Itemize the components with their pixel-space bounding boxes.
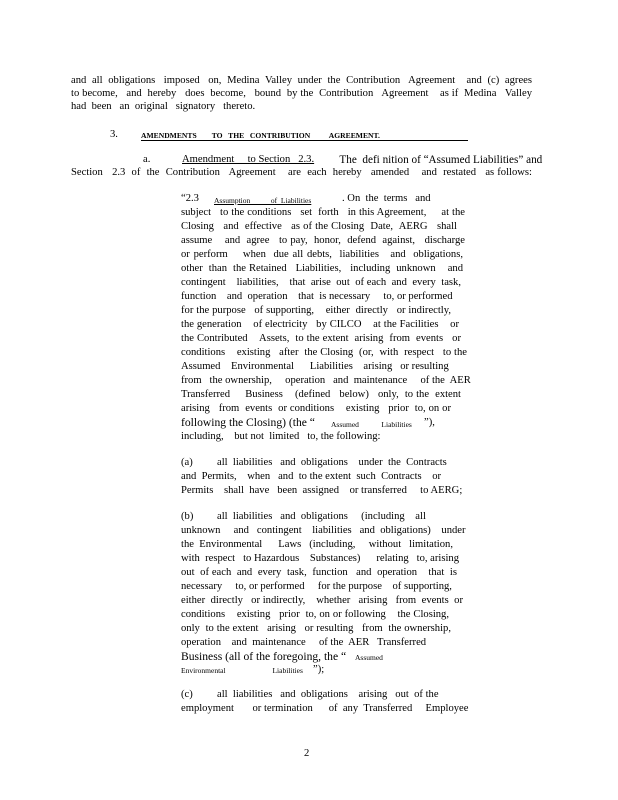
quote-line-1-rest: . On the terms and — [342, 193, 431, 204]
item-b-close: ”); — [313, 664, 325, 675]
item-c-label: (c) — [181, 689, 193, 700]
quote-open: “2.3 — [181, 193, 199, 204]
quote-following-start: following the Closing) (the “ — [181, 416, 315, 429]
para-a-heading: Amendment to Section 2.3. — [182, 154, 315, 165]
quote-body-line: Closing and effective as of the Closing Date, AERG shall — [181, 221, 457, 232]
intro-line-3: had been an original signatory thereto. — [71, 101, 256, 112]
item-b-line: either directly or indirectly, whether arising from events or — [181, 595, 463, 606]
quote-body-line: Transferred Business (defined below) only, to the extent — [181, 389, 461, 400]
item-b-line: only to the extent arising or resulting from the ownership, — [181, 623, 451, 634]
item-b-line: necessary to, or performed for the purpose of supporting, — [181, 581, 452, 592]
quote-body-line: Assumed Environmental Liabilities arising or resulting — [181, 361, 449, 372]
section-3-number: 3. — [110, 129, 118, 140]
quote-body-line: for the purpose of supporting, either directly or indirectly, — [181, 305, 451, 316]
item-b-line: conditions existing prior to, on or following the Closing, — [181, 609, 449, 620]
quote-following-end: ”), — [424, 417, 435, 428]
item-c-first-line: all liabilities and obligations arising out of the — [217, 689, 439, 700]
page-number: 2 — [304, 748, 310, 759]
quote-body-line: the Contributed Assets, to the extent arising from events or — [181, 333, 461, 344]
item-b-label: (b) — [181, 511, 194, 522]
quote-defined-term: Assumed Liabilities — [331, 420, 412, 429]
quote-body-line: assume and agree to pay, honor, defend against, discharge — [181, 235, 465, 246]
quote-body-line: conditions existing after the Closing (or, with respect to the — [181, 347, 467, 358]
intro-line-2: to become, and hereby does become, bound by the Contribution Agreement as if Medina Valley — [71, 88, 532, 99]
item-b-defined-term-2: Environmental Liabilities — [181, 666, 303, 675]
item-b-business-line: Business (all of the foregoing, the “ — [181, 650, 347, 663]
item-b-line: out of each and every task, function and operation that is — [181, 567, 457, 578]
quote-body-line: function and operation that is necessary to, or performed — [181, 291, 453, 302]
section-3-title: AMENDMENTS TO THE CONTRIBUTION AGREEMENT. — [141, 131, 380, 140]
intro-line-1: and all obligations imposed on, Medina Valley under the Contribution Agreement and (c) agrees — [71, 75, 532, 86]
quote-body-line: or perform when due all debts, liabilities and obligations, — [181, 249, 463, 260]
quote-body-line: contingent liabilities, that arise out of each and every task, — [181, 277, 461, 288]
item-a-line: Permits shall have been assigned or transferred to AERG; — [181, 485, 463, 496]
para-a-line-2: Section 2.3 of the Contribution Agreement are each hereby amended and restated as follows: — [71, 167, 532, 178]
quote-body-line: the generation of electricity by CILCO at the Facilities or — [181, 319, 459, 330]
quote-body-line: subject to the conditions set forth in this Agreement, at the — [181, 207, 465, 218]
item-b-first-line: all liabilities and obligations (including all — [217, 511, 426, 522]
item-b-line: operation and maintenance of the AER Transferred — [181, 637, 427, 648]
item-b-line: with respect to Hazardous Substances) relating to, arising — [181, 553, 460, 564]
quote-body-line: other than the Retained Liabilities, including unknown and — [181, 263, 463, 274]
para-a-line-1-rest: The defi nition of “Assumed Liabilities” and — [334, 154, 543, 166]
quote-body-line: arising from events or conditions existing prior to, on or — [181, 403, 451, 414]
item-a-line: and Permits, when and to the extent such Contracts or — [181, 471, 442, 482]
quote-body-line: from the ownership, operation and maintenance of the AER — [181, 375, 471, 386]
quote-including-line: including, but not limited to, the following: — [181, 431, 381, 442]
item-b-line: unknown and contingent liabilities and obligations) under — [181, 525, 466, 536]
item-a-first-line: all liabilities and obligations under the Contracts — [217, 457, 447, 468]
item-c-line: employment or termination of any Transferred Employee — [181, 703, 469, 714]
section-3-underline — [141, 140, 468, 141]
item-a-label: (a) — [181, 457, 193, 468]
quote-section-title: Assumption of Liabilities — [214, 196, 312, 205]
item-b-defined-term-1: Assumed — [355, 653, 383, 662]
item-b-line: the Environmental Laws (including, without limitation, — [181, 539, 453, 550]
para-a-label: a. — [143, 154, 151, 165]
